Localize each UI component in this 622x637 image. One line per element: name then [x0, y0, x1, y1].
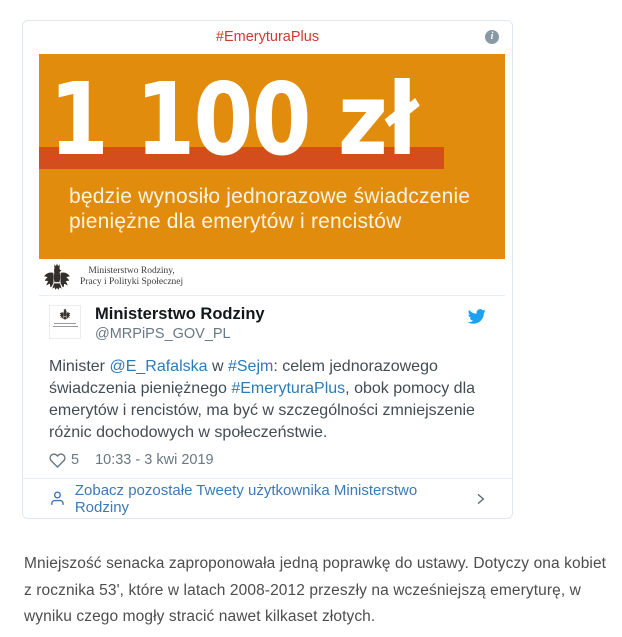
tweet-text-segment: Minister	[49, 358, 110, 375]
chevron-right-icon[interactable]	[472, 491, 488, 507]
media-subtitle-line1: będzie wynosiło jednorazowe świadczenie	[69, 185, 471, 208]
media-subtitle	[69, 185, 470, 234]
media-orange-panel	[39, 54, 505, 259]
user-icon	[49, 490, 66, 507]
ministry-logo-text	[80, 266, 183, 288]
author-name[interactable]: Ministerstwo Rodziny	[95, 305, 265, 323]
heart-icon	[49, 452, 66, 469]
like-count: 5	[71, 452, 80, 468]
tweet-meta-row	[49, 450, 488, 470]
tweet-author-row	[49, 305, 488, 343]
tweet-text-segment: w	[207, 358, 228, 375]
embedded-tweet-card	[22, 20, 513, 519]
hashtag-link-emeryturaplus[interactable]: #EmeryturaPlus	[231, 380, 346, 397]
like-button[interactable]	[49, 452, 79, 469]
mention-link[interactable]: @E_Rafalska	[109, 358, 208, 375]
eagle-emblem-icon	[43, 261, 71, 294]
media-subtitle-line2: pieniężne dla emerytów i rencistów	[69, 209, 402, 233]
ministry-logo-line1: Ministerstwo Rodziny,	[88, 266, 175, 276]
media-headline: 1 100 zł	[49, 61, 417, 178]
avatar[interactable]	[49, 305, 81, 339]
author-handle[interactable]: @MRPiPS_GOV_PL	[95, 326, 231, 342]
avatar-text-line	[53, 326, 78, 328]
tweet-text-segment: , obok pomocy dla emerytów i rencistów, ma być w szczególności zmniejszenie różnic dochodowych w społeczeństwie.	[49, 380, 476, 441]
hashtag-link-sejm[interactable]: #Sejm	[227, 358, 274, 375]
ministry-logo-strip	[39, 259, 505, 296]
see-more-tweets-link[interactable]	[49, 482, 472, 516]
tweet-card-footer	[23, 478, 512, 518]
author-block[interactable]	[95, 305, 265, 343]
article-paragraph: Mniejszość senacka zaproponowała jedną poprawkę do ustawy. Dotyczy ona kobiet z rocznika 53', które w latach 2008-2012 przeszły na wcześniejszą emeryturę, w wyniku czego mogły stracić nawet kilkaset złotych.	[24, 555, 607, 625]
avatar-text-line	[54, 323, 76, 325]
tweet-media-image[interactable]	[39, 54, 505, 296]
hashtag-link-header[interactable]: #EmeryturaPlus	[215, 29, 320, 45]
see-more-tweets-label: Zobacz pozostałe Tweety użytkownika Ministerstwo Rodziny	[74, 481, 418, 516]
timestamp-link[interactable]: 10:33 - 3 kwi 2019	[95, 452, 214, 468]
ministry-logo-line2: Pracy i Polityki Społecznej	[80, 277, 184, 287]
tweet-text-segment: : celem jednorazowego świadczenia pieniężnego	[49, 358, 438, 397]
avatar-eagle-icon	[59, 308, 71, 321]
tweet-text	[49, 356, 489, 444]
info-icon[interactable]: i	[485, 30, 499, 44]
tweet-card-header	[23, 21, 512, 54]
twitter-bird-icon[interactable]	[465, 307, 488, 343]
